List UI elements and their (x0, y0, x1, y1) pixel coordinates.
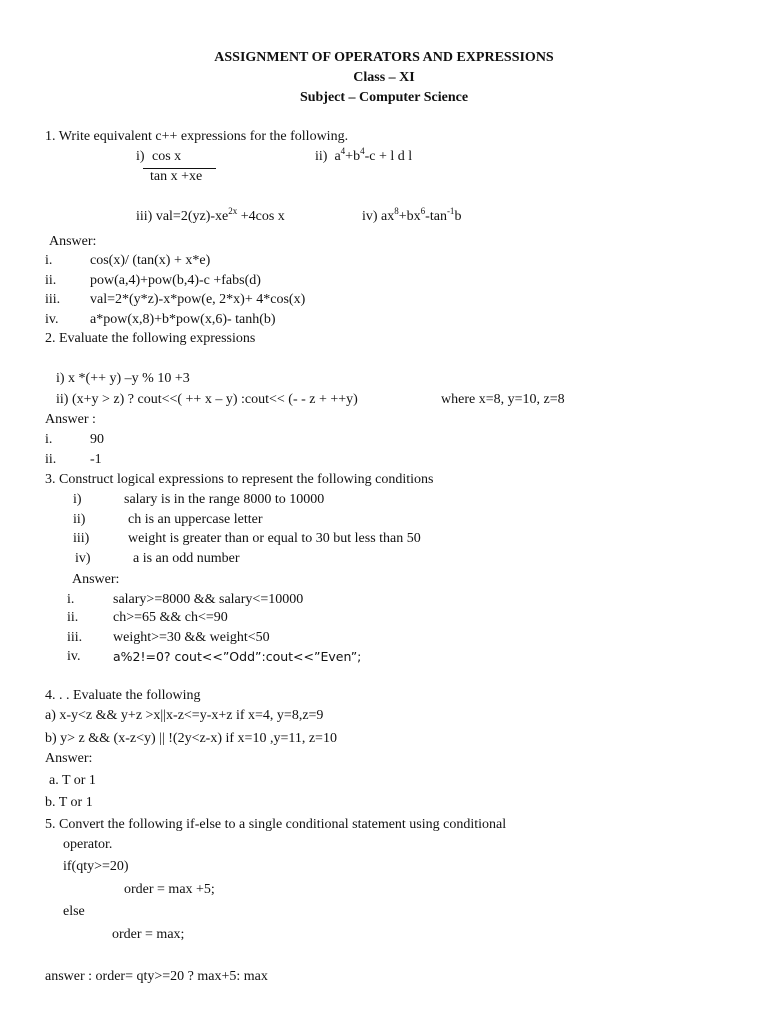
q3-cond-2: ch is an uppercase letter (128, 512, 263, 527)
q2-ii: ii) (x+y > z) ? cout<<( ++ x – y) :cout<< (- - z + ++y) (56, 392, 358, 407)
q2-answer-num-1: i. (45, 432, 53, 447)
q1-question: 1. Write equivalent c++ expressions for the following. (45, 129, 349, 144)
q1-iv-prefix: iv) ax (362, 209, 395, 224)
q5-question-line1: 5. Convert the following if-else to a single conditional statement using conditional (45, 817, 507, 832)
q1-ii-a-exp: 4 (340, 146, 346, 156)
q4-answer-label: Answer: (45, 751, 93, 766)
q1-answer-num-4: iv. (45, 312, 59, 327)
q1-answer-num-3: iii. (45, 292, 61, 307)
class-label: Class – XI (353, 70, 415, 85)
q1-answer-num-2: ii. (45, 273, 57, 288)
q3-cond-num-3: iii) (73, 531, 90, 546)
q3-answer-num-2: ii. (67, 610, 79, 625)
q1-answer-2: pow(a,4)+pow(b,4)-c +fabs(d) (90, 273, 261, 288)
q3-cond-num-4: iv) (75, 551, 91, 566)
q3-answer-num-4: iv. (67, 649, 81, 664)
q3-cond-4: a is an odd number (133, 551, 240, 566)
q1-iv-expression (362, 206, 462, 224)
q1-iii-prefix: iii) val=2(yz)-xe (136, 209, 229, 224)
q3-answer-2: ch>=65 && ch<=90 (113, 610, 228, 625)
q1-iii-expression (136, 206, 285, 224)
q4-answer-2: b. T or 1 (45, 795, 93, 810)
q1-iv-mid2: -tan (425, 209, 447, 224)
q3-cond-3: weight is greater than or equal to 30 but less than 50 (128, 531, 421, 546)
q1-iii-rest: +4cos x (237, 209, 285, 224)
q1-iii-exp: 2x (228, 206, 238, 216)
q2-answer-label: Answer : (45, 412, 96, 427)
q4-question: 4. . . Evaluate the following (45, 688, 201, 703)
q1-ii-rest: -c + l d l (364, 149, 413, 164)
q2-answer-1: 90 (90, 432, 104, 447)
q2-answer-num-2: ii. (45, 452, 57, 467)
q4-a: a) x-y<z && y+z >x||x-z<=y-x+z if x=4, y=8,z=9 (45, 708, 324, 723)
q1-ii-expression (315, 146, 413, 164)
q1-iv-exp2: 6 (420, 206, 426, 216)
q1-ii-a: a (334, 149, 341, 164)
q1-answer-num-1: i. (45, 253, 53, 268)
q2-answer-2: -1 (90, 452, 102, 467)
q5-code-if: if(qty>=20) (63, 859, 129, 874)
q1-answer-1: cos(x)/ (tan(x) + x*e) (90, 253, 211, 268)
q3-question: 3. Construct logical expressions to represent the following conditions (45, 472, 434, 487)
q3-answer-3: weight>=30 && weight<50 (113, 630, 270, 645)
q5-answer: answer : order= qty>=20 ? max+5: max (45, 969, 268, 984)
q1-ii-label: ii) (315, 149, 328, 164)
q2-i: i) x *(++ y) –y % 10 +3 (56, 371, 190, 386)
page-title: ASSIGNMENT OF OPERATORS AND EXPRESSIONS (214, 50, 554, 65)
q3-cond-1: salary is in the range 8000 to 10000 (124, 492, 325, 507)
q3-answer-1: salary>=8000 && salary<=10000 (113, 592, 304, 607)
q3-answer-4: a%2!=0? cout<<”Odd”:cout<<”Even”; (113, 649, 362, 664)
q1-iv-exp3: -1 (446, 206, 455, 216)
subject-label: Subject – Computer Science (299, 90, 469, 105)
q3-answer-num-1: i. (67, 592, 75, 607)
q1-i-label: i) (136, 149, 145, 164)
q5-question-line2: operator. (63, 837, 113, 852)
q3-cond-num-2: ii) (73, 512, 86, 527)
q2-where: where x=8, y=10, z=8 (441, 392, 565, 407)
q1-answer-3: val=2*(y*z)-x*pow(e, 2*x)+ 4*cos(x) (90, 292, 306, 307)
q5-code-else: else (63, 904, 85, 919)
q4-b: b) y> z && (x-z<y) || !(2y<z-x) if x=10 ,y=11, z=10 (45, 731, 337, 746)
q1-iv-mid1: +bx (398, 209, 421, 224)
q1-answer-4: a*pow(x,8)+b*pow(x,6)- tanh(b) (90, 312, 276, 327)
q1-ii-b-exp: 4 (360, 146, 365, 156)
q1-i-numerator: cos x (152, 149, 182, 164)
q1-answer-label: Answer: (49, 234, 97, 249)
q3-answer-num-3: iii. (67, 630, 83, 645)
q1-ii-b: +b (345, 149, 361, 164)
q1-iv-end: b (454, 209, 462, 224)
q3-answer-label: Answer: (72, 572, 120, 587)
q1-iv-exp1: 8 (394, 206, 399, 216)
q1-i-denominator: tan x +xe (150, 169, 203, 184)
q4-answer-1: a. T or 1 (49, 773, 96, 788)
q3-cond-num-1: i) (73, 492, 82, 507)
q5-code-order1: order = max +5; (124, 882, 215, 897)
q5-code-order2: order = max; (112, 927, 185, 942)
q2-question: 2. Evaluate the following expressions (45, 331, 256, 346)
